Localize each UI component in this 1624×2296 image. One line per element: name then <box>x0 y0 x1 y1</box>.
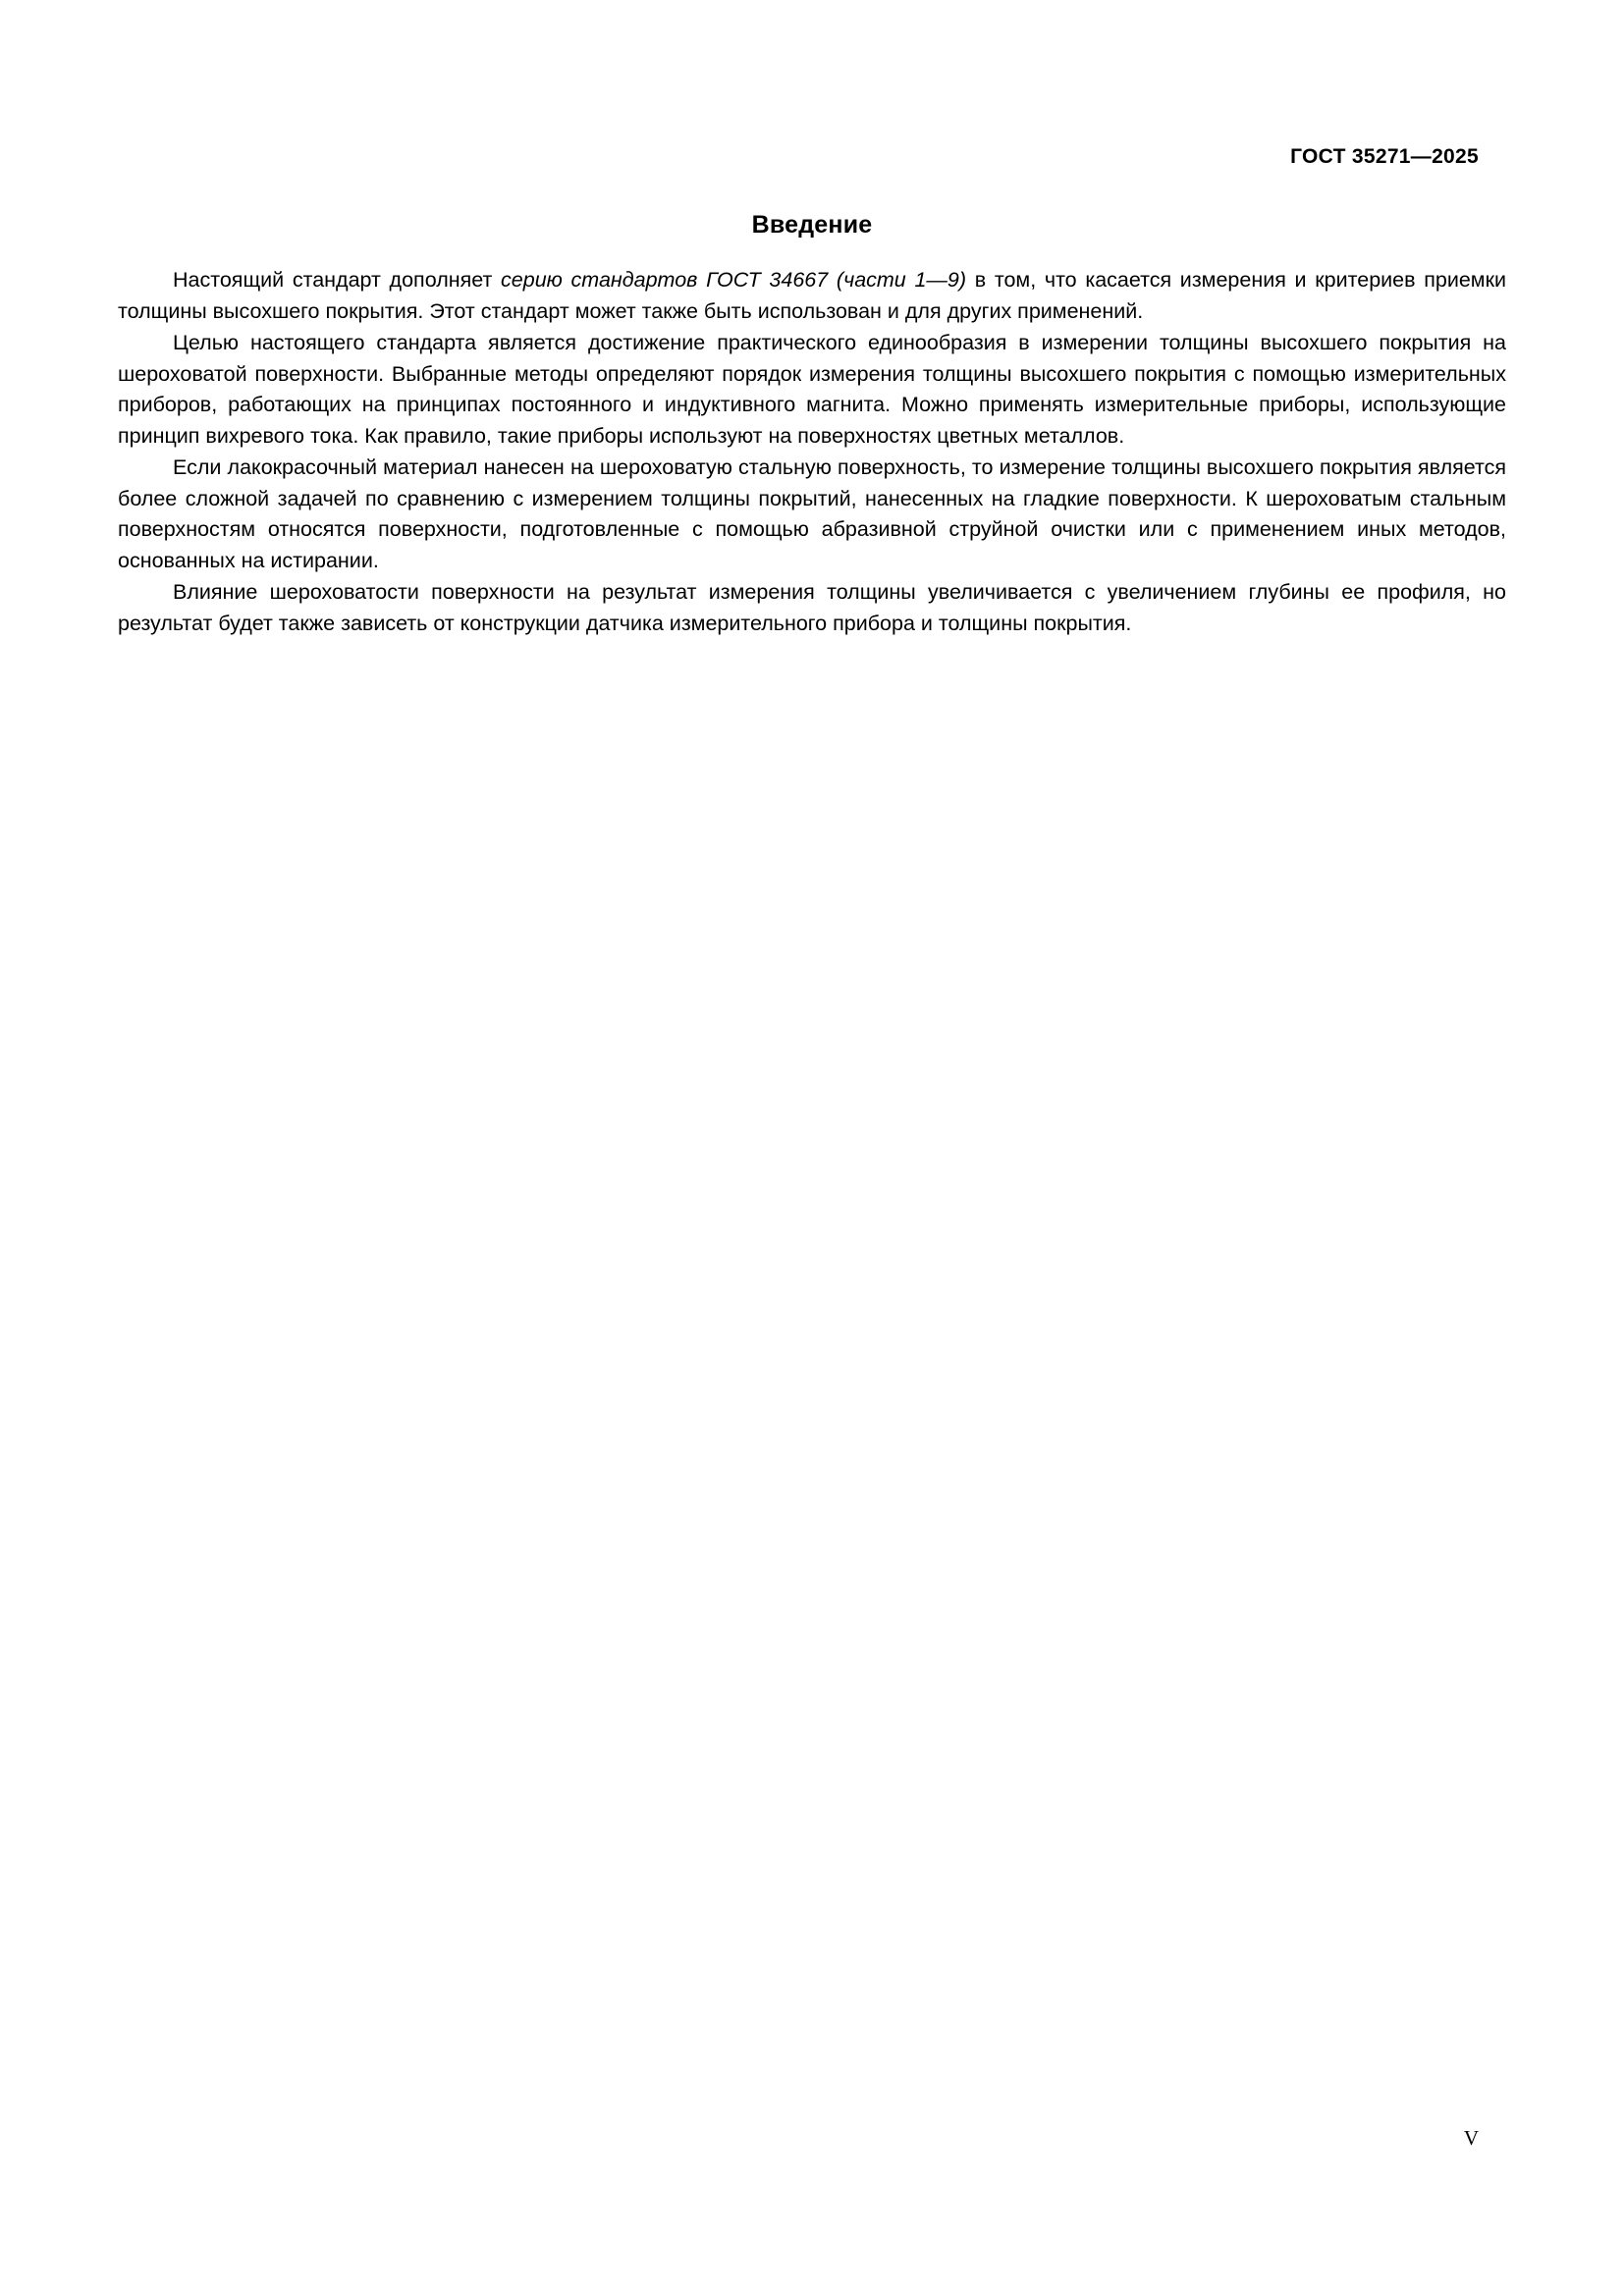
page-number: V <box>1463 2126 1479 2150</box>
text-run: Целью настоящего стандарта является достижение практического единообразия в измерении толщины высохшего покрытия на шероховатой поверхности. Выбранные методы определяют порядок измерения толщины высохшего покрытия с помощью измерительных приборов, работающих на принципах постоянного и индуктивного магнита. Можно применять измерительные приборы, использующие принцип вихревого тока. Как правило, такие приборы используют на поверхностях цветных металлов. <box>118 331 1506 448</box>
text-run: в том, что касается измерения и критериев приемки толщины высохшего покрытия. Этот стандарт может также быть использован и для других применений. <box>118 268 1506 323</box>
text-run: Настоящий стандарт дополняет <box>173 268 502 292</box>
paragraph-4 <box>118 577 1506 639</box>
paragraph-1 <box>118 265 1506 327</box>
italic-run: серию стандартов ГОСТ 34667 (части 1—9) <box>501 268 967 292</box>
text-run: Влияние шероховатости поверхности на результат измерения толщины увеличивается с увеличением глубины ее профиля, но результат будет также зависеть от конструкции датчика измерительного прибора и толщины покрытия. <box>118 580 1506 635</box>
page-title: Введение <box>751 211 873 239</box>
paragraph-2 <box>118 328 1506 452</box>
page-content <box>118 211 1506 640</box>
text-run: Если лакокрасочный материал нанесен на шероховатую стальную поверхность, то измерение толщины высохшего покрытия является более сложной задачей по сравнению с измерением толщины покрытий, нанесенных на гладкие поверхности. К шероховатым стальным поверхностям относятся поверхности, подготовленные с помощью абразивной струйной очистки или с применением иных методов, основанных на истирании. <box>118 455 1506 572</box>
paragraph-3 <box>118 453 1506 576</box>
page-header-standard-number: ГОСТ 35271—2025 <box>1290 145 1479 168</box>
